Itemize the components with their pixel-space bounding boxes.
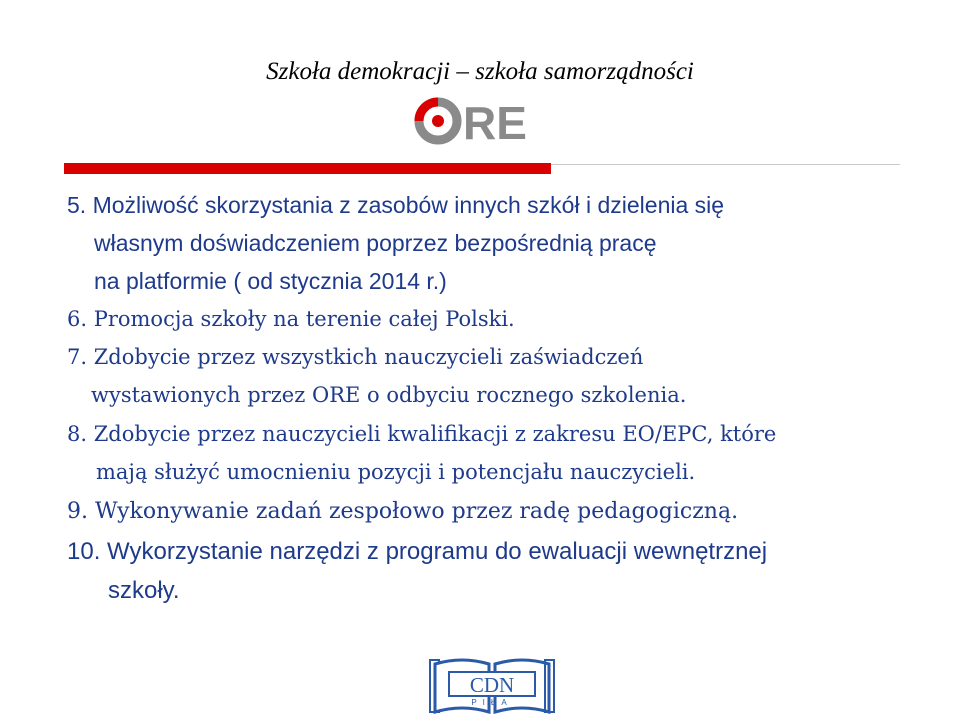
header-accent-bar xyxy=(64,163,551,174)
list-item-7-line-2: wystawionych przez ORE o odbyciu rocznego szkolenia. xyxy=(91,383,687,407)
cdn-pila-logo xyxy=(427,652,557,716)
list-item-10-line-1: 10. Wykorzystanie narzędzi z programu do ewaluacji wewnętrznej xyxy=(67,538,768,565)
list-item-8-line-1: 8. Zdobycie przez nauczycieli kwalifikacji z zakresu EO/EPC, które xyxy=(67,422,777,446)
cdn-logo-text: CDN xyxy=(469,673,515,697)
list-item-5-line-3: na platformie ( od stycznia 2014 r.) xyxy=(94,268,447,294)
ore-logo xyxy=(413,94,541,148)
list-item-8-line-2: mają służyć umocnieniu pozycji i potencjału nauczycieli. xyxy=(96,460,696,484)
list-item-9: 9. Wykonywanie zadań zespołowo przez radę pedagogiczną. xyxy=(67,499,739,524)
list-item-5-line-1: 5. Możliwość skorzystania z zasobów innych szkół i dzielenia się xyxy=(67,192,725,218)
list-item-7-line-1: 7. Zdobycie przez wszystkich nauczycieli zaświadczeń xyxy=(67,345,644,369)
cdn-logo-subtext: PIŁA xyxy=(471,698,513,707)
list-item-5-line-2: własnym doświadczeniem poprzez bezpośrednią pracę xyxy=(94,230,657,256)
list-item-10-line-2: szkoły. xyxy=(108,577,180,604)
list-item-6: 6. Promocja szkoły na terenie całej Polski. xyxy=(67,307,515,331)
svg-text:RE: RE xyxy=(463,97,527,148)
slide-title: Szkoła demokracji – szkoła samorządności xyxy=(266,58,694,85)
